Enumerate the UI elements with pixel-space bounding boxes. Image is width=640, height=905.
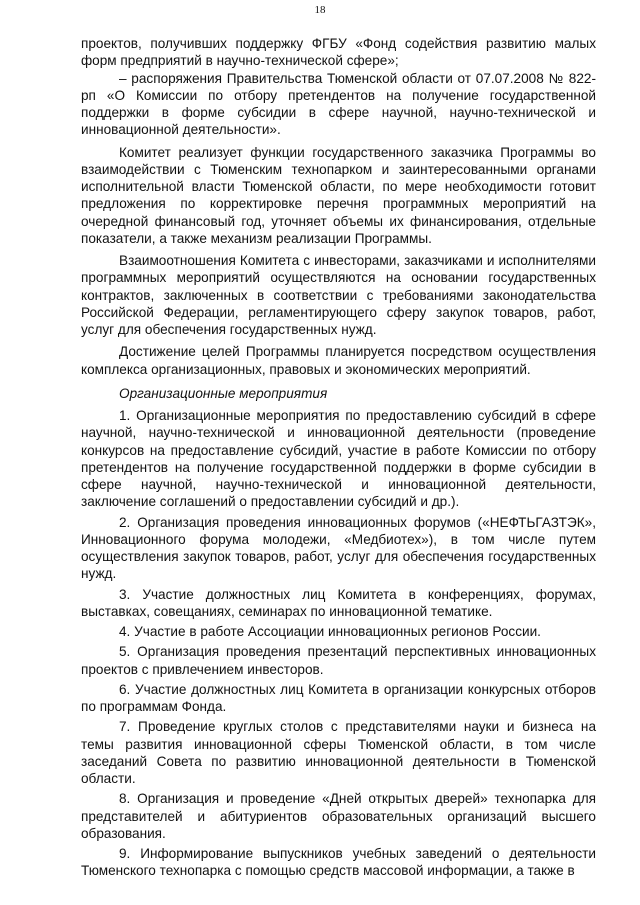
page-number: 18 bbox=[314, 4, 326, 16]
paragraph-decree-reference: – распоряжения Правительства Тюменской области от 07.07.2008 № 822-рп «О Комиссии по отбору претендентов на получение государственной поддержки в форме субсидии в сфере научной, научно-технической и инновационной деятельности». bbox=[81, 70, 596, 138]
section-heading: Организационные мероприятия bbox=[119, 385, 328, 401]
list-item: 8. Организация и проведение «Дней открытых дверей» технопарка для представителей и абитуриентов образовательных организаций высшего образования. bbox=[81, 791, 596, 841]
list-item: 9. Информирование выпускников учебных заведений о деятельности Тюменского технопарка с помощью средств массовой информации, а также в bbox=[81, 846, 596, 879]
paragraph-committee-functions: Комитет реализует функции государственного заказчика Программы во взаимодействии с Тюменским технопарком и заинтересованными органами исполнительной власти Тюменской области, по мере необходимости готовит предложения по корректировке перечня программных мероприятий на очередной финансовый год, уточняет объемы их финансирования, отдельные показатели, а также механизм реализации Программы. bbox=[81, 144, 596, 246]
document-body bbox=[81, 0, 596, 880]
paragraph-relations: Взаимоотношения Комитета с инвесторами, заказчиками и исполнителями программных мероприятий осуществляются на основании государственных контрактов, заключенных в соответствии с требованиями законодательства Российской Федерации, регламентирующего сферу закупок товаров, работ, услуг для обеспечения государственных нужд. bbox=[81, 253, 596, 337]
list-item: 1. Организационные мероприятия по предоставлению субсидий в сфере научной, научно-технической и инновационной деятельности (проведение конкурсов на предоставление субсидий, участие в работе Комиссии по отбору претендентов на получение государственной поддержки в форме субсидии в сфере научной, научно-технической и инновационной деятельности, заключение соглашений о предоставлении субсидий и др.). bbox=[81, 408, 596, 510]
list-item: 7. Проведение круглых столов с представителями науки и бизнеса на темы развития инновационной сферы Тюменской области, в том числе заседаний Совета по развитию инновационной деятельности в Тюменской области. bbox=[81, 719, 596, 786]
list-item: 4. Участие в работе Ассоциации инновационных регионов России. bbox=[119, 624, 541, 639]
paragraph-goals: Достижение целей Программы планируется посредством осуществления комплекса организационных, правовых и экономических мероприятий. bbox=[81, 344, 596, 377]
list-item: 6. Участие должностных лиц Комитета в организации конкурсных отборов по программам Фонда. bbox=[81, 681, 596, 714]
list-item: 3. Участие должностных лиц Комитета в конференциях, форумах, выставках, совещаниях, семинарах по инновационной тематике. bbox=[81, 586, 596, 619]
paragraph-continuation: проектов, получивших поддержку ФГБУ «Фонд содействия развитию малых форм предприятий в научно-технической сфере»; bbox=[81, 36, 596, 69]
list-item: 2. Организация проведения инновационных форумов («НЕФТЬГАЗТЭК», Инновационного форума молодежи, «Медбиотех»), в том числе путем осуществления закупок товаров, работ, услуг для обеспечения государственных нужд. bbox=[81, 514, 596, 582]
list-item: 5. Организация проведения презентаций перспективных инновационных проектов с привлечением инвесторов. bbox=[81, 644, 596, 677]
